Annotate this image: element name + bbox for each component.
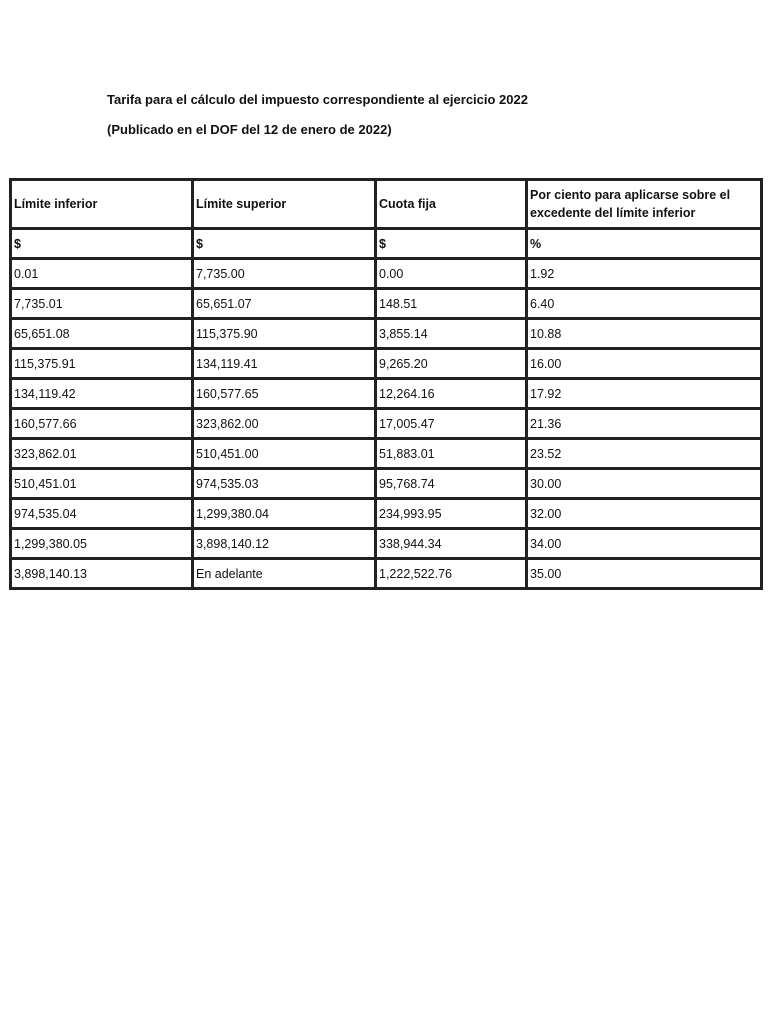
cell-por-ciento: 10.88 — [527, 319, 761, 349]
cell-por-ciento: 6.40 — [527, 289, 761, 319]
cell-cuota-fija: 3,855.14 — [376, 319, 527, 349]
cell-limite-superior: 3,898,140.12 — [193, 529, 376, 559]
table-row — [11, 349, 761, 379]
cell-por-ciento: 1.92 — [527, 259, 761, 289]
table-row — [11, 529, 761, 559]
cell-limite-superior: 974,535.03 — [193, 469, 376, 499]
cell-por-ciento: 35.00 — [527, 559, 761, 588]
cell-limite-superior: En adelante — [193, 559, 376, 588]
cell-limite-inferior: 3,898,140.13 — [11, 559, 193, 588]
document-subtitle: (Publicado en el DOF del 12 de enero de 2022) — [107, 122, 392, 137]
cell-limite-inferior: 115,375.91 — [11, 349, 193, 379]
cell-limite-inferior: 1,299,380.05 — [11, 529, 193, 559]
cell-cuota-fija: 148.51 — [376, 289, 527, 319]
table-row — [11, 379, 761, 409]
header-limite-inferior: Límite inferior — [11, 180, 193, 229]
cell-limite-inferior: 7,735.01 — [11, 289, 193, 319]
cell-cuota-fija: 1,222,522.76 — [376, 559, 527, 588]
cell-limite-superior: 160,577.65 — [193, 379, 376, 409]
cell-limite-superior: 134,119.41 — [193, 349, 376, 379]
cell-limite-superior: 1,299,380.04 — [193, 499, 376, 529]
cell-por-ciento: 34.00 — [527, 529, 761, 559]
table-row — [11, 319, 761, 349]
unit-limite-inferior: $ — [11, 229, 193, 259]
cell-cuota-fija: 0.00 — [376, 259, 527, 289]
cell-cuota-fija: 338,944.34 — [376, 529, 527, 559]
cell-limite-superior: 65,651.07 — [193, 289, 376, 319]
cell-limite-inferior: 134,119.42 — [11, 379, 193, 409]
cell-limite-superior: 510,451.00 — [193, 439, 376, 469]
table-row — [11, 289, 761, 319]
cell-cuota-fija: 12,264.16 — [376, 379, 527, 409]
cell-limite-inferior: 160,577.66 — [11, 409, 193, 439]
cell-limite-inferior: 974,535.04 — [11, 499, 193, 529]
header-cuota-fija: Cuota fija — [376, 180, 527, 229]
cell-cuota-fija: 51,883.01 — [376, 439, 527, 469]
unit-cuota-fija: $ — [376, 229, 527, 259]
cell-limite-superior: 7,735.00 — [193, 259, 376, 289]
table-units-row — [11, 229, 761, 259]
cell-cuota-fija: 17,005.47 — [376, 409, 527, 439]
cell-por-ciento: 17.92 — [527, 379, 761, 409]
document-title: Tarifa para el cálculo del impuesto correspondiente al ejercicio 2022 — [107, 92, 528, 107]
cell-por-ciento: 32.00 — [527, 499, 761, 529]
table-row — [11, 469, 761, 499]
cell-limite-inferior: 0.01 — [11, 259, 193, 289]
header-por-ciento: Por ciento para aplicarse sobre el excedente del límite inferior — [527, 180, 761, 229]
cell-limite-inferior: 510,451.01 — [11, 469, 193, 499]
cell-limite-superior: 115,375.90 — [193, 319, 376, 349]
table-row — [11, 499, 761, 529]
cell-limite-inferior: 65,651.08 — [11, 319, 193, 349]
cell-por-ciento: 16.00 — [527, 349, 761, 379]
header-limite-superior: Límite superior — [193, 180, 376, 229]
cell-por-ciento: 23.52 — [527, 439, 761, 469]
cell-por-ciento: 30.00 — [527, 469, 761, 499]
cell-cuota-fija: 9,265.20 — [376, 349, 527, 379]
table-row — [11, 439, 761, 469]
cell-cuota-fija: 95,768.74 — [376, 469, 527, 499]
cell-por-ciento: 21.36 — [527, 409, 761, 439]
table-row — [11, 559, 761, 588]
unit-limite-superior: $ — [193, 229, 376, 259]
table-header-row — [11, 180, 761, 229]
cell-limite-inferior: 323,862.01 — [11, 439, 193, 469]
cell-cuota-fija: 234,993.95 — [376, 499, 527, 529]
cell-limite-superior: 323,862.00 — [193, 409, 376, 439]
table-row — [11, 259, 761, 289]
unit-por-ciento: % — [527, 229, 761, 259]
table-row — [11, 409, 761, 439]
tarifa-table — [9, 178, 763, 590]
